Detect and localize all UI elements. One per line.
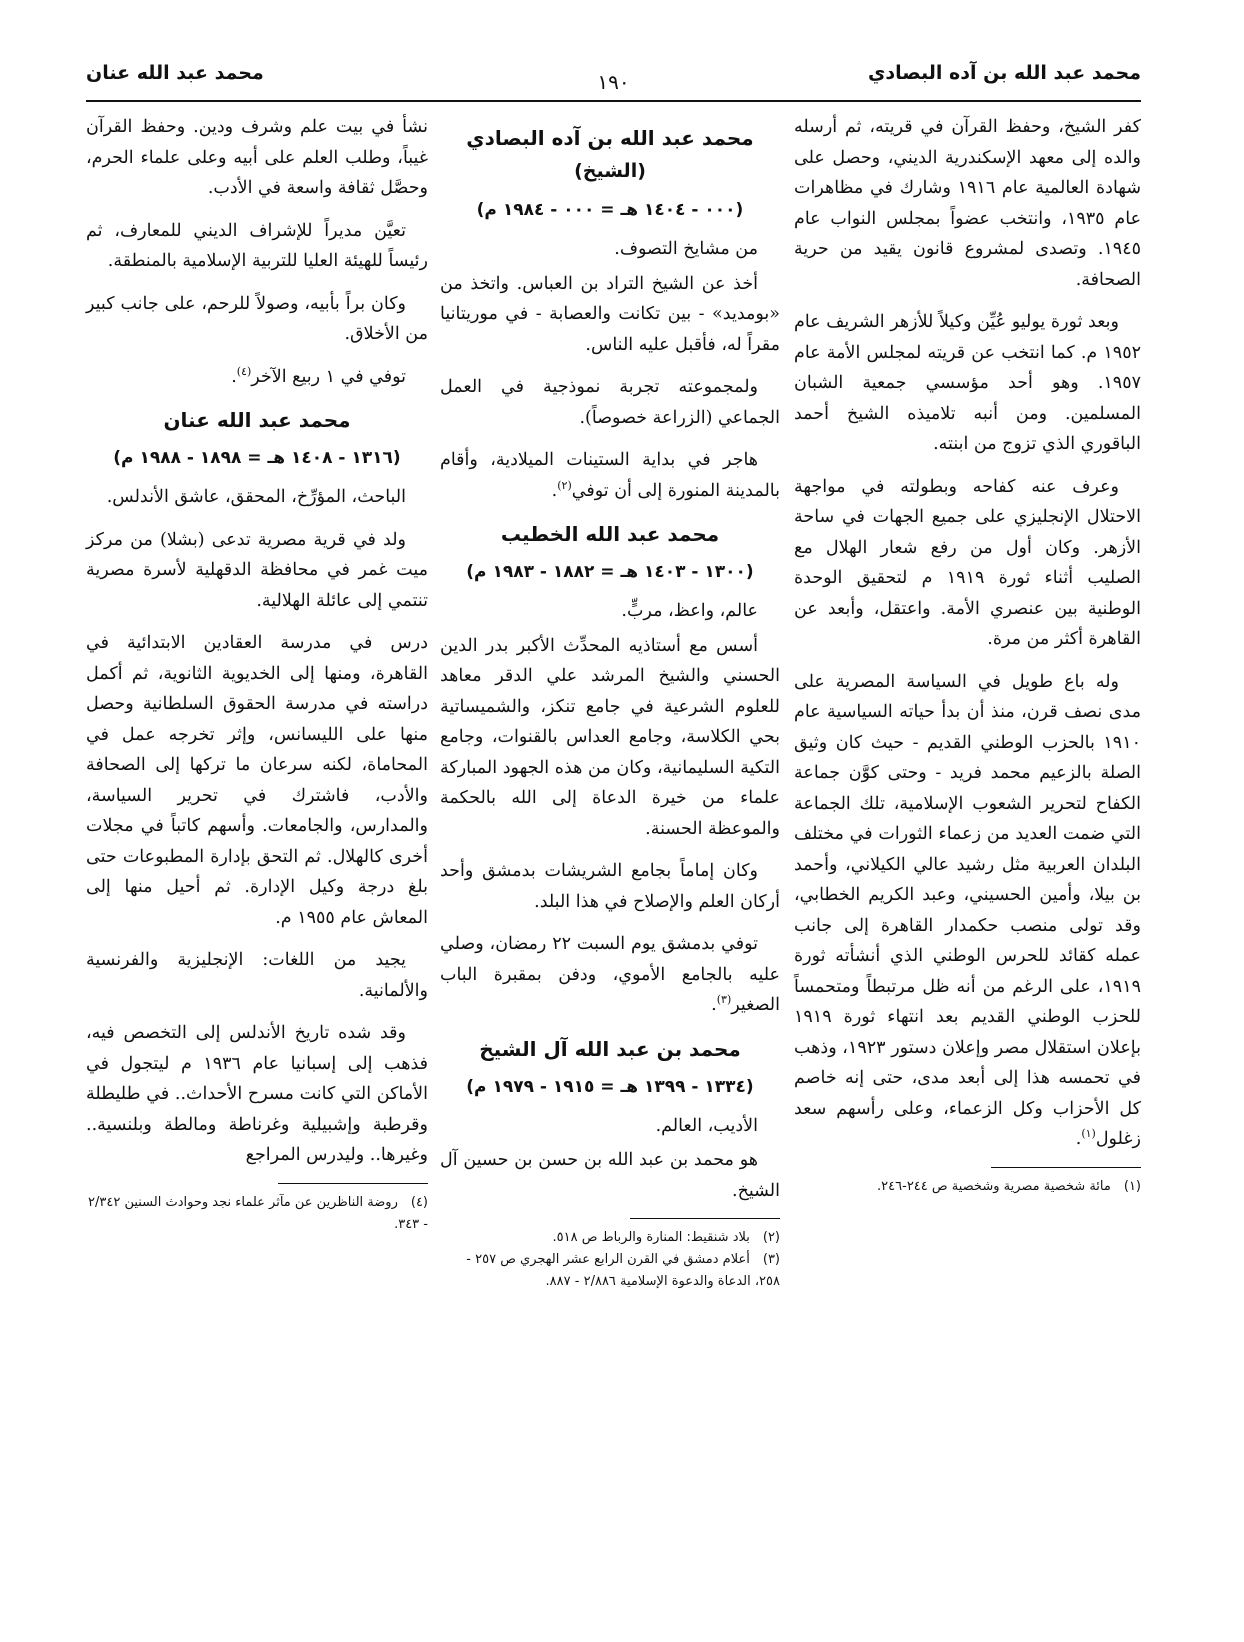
paragraph: وقد شده تاريخ الأندلس إلى التخصص فيه، فذهب إلى إسبانيا عام ١٩٣٦ م ليتجول في الأماكن التي كانت مسرح الأحداث.. في طليطلة وقرطبة وإشبيلية وغرناطة ومالطة وبلنسية.. وغيرها.. وليدرس المراجع xyxy=(86,1023,428,1165)
paragraph: تعيَّن مديراً للإشراف الديني للمعارف، ثم رئيساً للهيئة العليا للتربية الإسلامية بالمنطقة. xyxy=(86,220,428,271)
paragraph: كفر الشيخ، وحفظ القرآن في قريته، ثم أرسله والده إلى معهد الإسكندرية الديني، وحصل على شهادة العالمية عام ١٩١٦ وشارك في مظاهرات عام ١٩٣٥، وانتخب عضواً بمجلس النواب عام ١٩٤٥. وتصدى لمشروع قانون يقيد من حرية الصحافة. xyxy=(794,117,1142,290)
running-header xyxy=(86,58,1141,98)
paragraph: وله باع طويل في السياسة المصرية على مدى نصف قرن، منذ أن بدأ حياته السياسية عام ١٩١٠ بالحزب الوطني القديم - حيث كان وثيق الصلة بالزعيم محمد فريد - وحتى كوَّن جماعة الكفاح لتحرير الشعوب الإسلامية، تلك الجماعة التي ضمت العديد من زعماء الثورات في مختلف البلدان العربية مثل رشيد عالي الكيلاني، وأحمد بن بيلا، وأمين الحسيني، وعبد الكريم الخطابي، وقد تولى منصب حكمدار القاهرة إلى جانب عمله كقائد للحرس الوطني الذي أنشأته ثورة ١٩١٩، على الرغم من أنه ظل مرتبطاً ومتحمساً للحزب الوطني القديم بعد انتهاء ثورة ١٩١٩ بإعلان استقلال مصر وإعلان دستور ١٩٢٣، وذهب في تحمسه هذا إلى أبعد مدى، حتى إنه خاصم كل الأحزاب وكل الزعماء، وعلى رأسهم سعد زغلول$^{(١)}$. xyxy=(794,671,1141,1149)
paragraph: من مشايخ التصوف. xyxy=(614,239,758,259)
paragraph: أخذ عن الشيخ التراد بن العباس. واتخذ من «بومديد» - بين تكانت والعصابة - في موريتانيا مقراً له، فأقبل عليه الناس. xyxy=(440,273,780,355)
paragraph: درس في مدرسة العقادين الابتدائية في القاهرة، ومنها إلى الخديوية الثانوية، ثم أكمل دراسته في مدرسة الحقوق السلطانية وحصل منها على الليسانس، وإثر تخرجه عمل في المحاماة، لكنه سرعان ما تركها إلى الصحافة والأدب، فاشترك في تحرير السياسة، والمدارس، والجامعات. وأسهم كاتباً في مجلات أخرى كالهلال. ثم التحق بإدارة المطبوعات حتى بلغ درجة وكيل الإدارة. ثم أحيل منها إلى المعاش عام ١٩٥٥ م. xyxy=(86,633,428,928)
page-number: ١٩٠ xyxy=(597,70,630,94)
paragraph: وعرف عنه كفاحه وبطولته في مواجهة الاحتلال الإنجليزي على جميع الجهات في ساحة الأزهر. وكان أول من رفع شعار الهلال مع الصليب أثناء ثورة ١٩١٩ م لتحقيق الوحدة الوطنية بين عنصري الأمة. واعتقل، وأبعد عن القاهرة أكثر من مرة. xyxy=(794,476,1141,649)
paragraph: الباحث، المؤرِّخ، المحقق، عاشق الأندلس. xyxy=(106,487,406,507)
entry-title: محمد عبد الله بن آده البصادي xyxy=(466,126,754,150)
footnote xyxy=(440,1227,780,1249)
paragraph: توفي في ١ ربيع الآخر$^{(٤)}$. xyxy=(231,364,406,387)
footnotes xyxy=(86,1192,428,1236)
entry-dates: (١٣٠٠ - ١٤٠٣ هـ = ١٨٨٢ - ١٩٨٣ م) xyxy=(466,562,754,582)
column-right xyxy=(794,112,1141,1198)
footnote-number: (٢) xyxy=(762,1230,780,1245)
paragraph: وكان براً بأبيه، وصولاً للرحم، على جانب كبير من الأخلاق. xyxy=(86,293,428,344)
entry-title: محمد عبد الله الخطيب xyxy=(500,522,720,546)
footnote-ref: (٤) xyxy=(236,364,252,378)
entry-title: محمد عبد الله عنان xyxy=(163,408,351,432)
entry-title: محمد بن عبد الله آل الشيخ xyxy=(479,1036,741,1061)
header-right-title: محمد عبد الله بن آده البصادي xyxy=(867,62,1141,84)
paragraph: أسس مع أستاذيه المحدِّث الأكبر بدر الدين الحسني والشيخ المرشد علي الدقر معاهد للعلوم الشرعية في جامع تنكز، والشميساتية بحي الكلاسة، وجامع العداس بالقنوات، وجامع التكية السليمانية، وكان من هذه الجهود المباركة علماء من خيرة الدعاة إلى الله بالحكمة والموعظة الحسنة. xyxy=(440,635,780,839)
paragraph: وبعد ثورة يوليو عُيِّن وكيلاً للأزهر الشريف عام ١٩٥٢ م. كما انتخب عن قريته لمجلس الأمة عام ١٩٥٧. وهو أحد مؤسسي جمعية الشبان المسلمين. ومن أنبه تلاميذه الشيخ أحمد الباقوري الذي تزوج من ابنته. xyxy=(794,312,1141,454)
footnote-text: أعلام دمشق في القرن الرابع عشر الهجري ص ٢٥٧ - ٢٥٨، الدعاة والدعوة الإسلامية ٢/٨٨٦ - ٨٨٧. xyxy=(466,1252,780,1289)
footnote-rule xyxy=(278,1183,428,1184)
entry-dates: (٠٠٠ - ١٤٠٤ هـ = ٠٠٠ - ١٩٨٤ م) xyxy=(476,200,744,220)
footnote-number: (٣) xyxy=(762,1252,780,1267)
column-middle xyxy=(440,112,780,1293)
paragraph-text: توفي بدمشق يوم السبت ٢٢ رمضان، وصلي عليه بالجامع الأموي، ودفن بمقبرة الباب الصغير xyxy=(440,934,780,1015)
footnote-ref: (١) xyxy=(1081,1127,1096,1141)
footnote xyxy=(440,1249,780,1293)
header-left-title: محمد عبد الله عنان xyxy=(86,62,264,84)
paragraph: عالم، واعظ، مربٍّ. xyxy=(621,601,758,621)
footnote-ref: (٢) xyxy=(557,478,572,492)
paragraph-text: توفي في ١ ربيع الآخر xyxy=(251,366,406,387)
paragraph: الأديب، العالم. xyxy=(655,1115,758,1136)
footnote-rule xyxy=(630,1218,780,1219)
header-rule xyxy=(86,100,1141,102)
paragraph: هاجر في بداية الستينات الميلادية، وأقام بالمدينة المنورة إلى أن توفي$^{(٢)}$. xyxy=(440,450,780,501)
paragraph: توفي بدمشق يوم السبت ٢٢ رمضان، وصلي عليه بالجامع الأموي، ودفن بمقبرة الباب الصغير$^{(٣)}$. xyxy=(440,934,780,1015)
footnote-text: بلاد شنقيط: المنارة والرباط ص ٥١٨. xyxy=(552,1230,750,1245)
paragraph: نشأ في بيت علم وشرف ودين. وحفظ القرآن غيباً، وطلب العلم على أبيه وعلى علماء الحرم، وحصَّل ثقافة واسعة في الأدب. xyxy=(86,117,428,198)
entry-dates: (١٣١٦ - ١٤٠٨ هـ = ١٨٩٨ - ١٩٨٨ م) xyxy=(113,448,401,468)
entry-subtitle: (الشيخ) xyxy=(574,160,646,182)
footnote xyxy=(86,1192,428,1236)
footnote-number: (١) xyxy=(1123,1178,1141,1194)
paragraph: هو محمد بن عبد الله بن حسن بن حسين آل الشيخ. xyxy=(440,1150,780,1201)
footnote-text: مائة شخصية مصرية وشخصية ص ٢٤٤-٢٤٦. xyxy=(877,1178,1111,1194)
entry-dates: (١٣٣٤ - ١٣٩٩ هـ = ١٩١٥ - ١٩٧٩ م) xyxy=(466,1076,754,1097)
paragraph: ولمجموعته تجربة نموذجية في العمل الجماعي (الزراعة خصوصاً). xyxy=(440,377,780,428)
footnote-ref: (٣) xyxy=(716,993,732,1007)
paragraph: يجيد من اللغات: الإنجليزية والفرنسية والألمانية. xyxy=(86,950,428,1001)
footnote-number: (٤) xyxy=(410,1194,428,1210)
footnotes xyxy=(794,1176,1141,1198)
column-left xyxy=(86,112,428,1236)
footnote-rule xyxy=(991,1167,1141,1168)
paragraph: ولد في قرية مصرية تدعى (بشلا) من مركز ميت غمر في محافظة الدقهلية لأسرة مصرية تنتمي إلى عائلة الهلالية. xyxy=(86,529,428,611)
paragraph-text: هاجر في بداية الستينات الميلادية، وأقام بالمدينة المنورة إلى أن توفي xyxy=(440,450,780,501)
footnotes xyxy=(440,1227,780,1293)
footnote-text: روضة الناظرين عن مآثر علماء نجد وحوادث السنين ٢/٣٤٢ - ٣٤٣. xyxy=(88,1194,428,1232)
paragraph: وكان إماماً بجامع الشريشات بدمشق وأحد أركان العلم والإصلاح في هذا البلد. xyxy=(440,861,780,912)
paragraph-text: وله باع طويل في السياسة المصرية على مدى نصف قرن، منذ أن بدأ حياته السياسية عام ١٩١٠ بالحزب الوطني القديم - حيث كان وثيق الصلة بالزعيم محمد فريد - وحتى كوَّن جماعة الكفاح لتحرير الشعوب الإسلامية، تلك الجماعة التي ضمت العديد من زعماء الثورات في مختلف البلدان العربية مثل رشيد عالي الكيلاني، وأحمد بن بيلا، وأمين الحسيني، وعبد الكريم الخطابي، وقد تولى منصب حكمدار القاهرة إلى جانب عمله كقائد للحرس الوطني الذي أنشأته ثورة ١٩١٩، على الرغم من أنه ظل مرتبطاً ومتحمساً للحزب الوطني القديم بعد انتهاء ثورة ١٩١٩ بإعلان استقلال مصر وإعلان دستور ١٩٢٣، وذهب في تحمسه هذا إلى أبعد مدى، حتى إنه خاصم كل الأحزاب وكل الزعماء، وعلى رأسهم سعد زغلول xyxy=(794,671,1141,1149)
footnote xyxy=(794,1176,1141,1198)
